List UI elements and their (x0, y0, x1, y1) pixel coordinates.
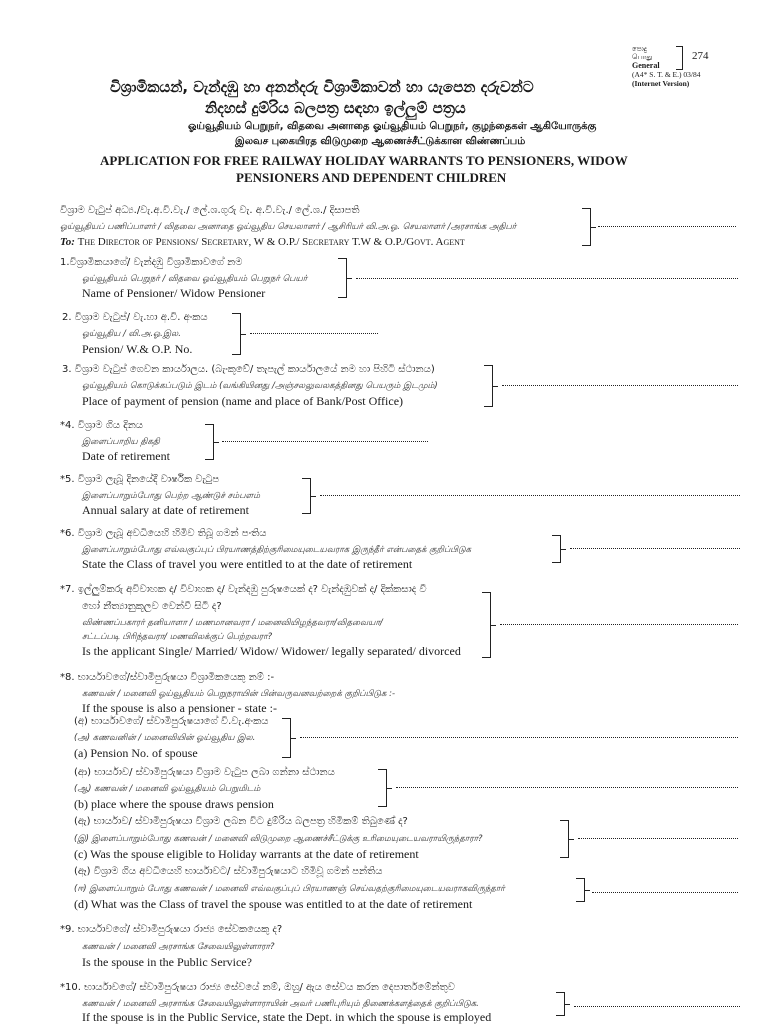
q1-name-field[interactable] (356, 278, 738, 279)
q10-spouse-department-field[interactable] (574, 1006, 740, 1007)
title-tamil-line1: ஓய்வூதியம் பெறுநர், விதவை அனாதை ஓய்வூதியம் பெறுநர், குழந்தைகள் ஆகியோருக்கு (188, 121, 597, 132)
to-english-row (60, 236, 465, 248)
q4-sinhala: *4. විශ්‍රාම ගිය දිනය (60, 420, 144, 431)
to-sinhala: විශ්‍රාම වැටුප් අධ්‍ය./වැ.අ.වි.වැ./ ලේ.ශ.ගුරු වැ. අ.වි.වැ./ ලේ.ශ./ දිසාපති (60, 205, 360, 216)
q8-tamil: கணவன் / மனைவி ஓய்வூதியம் பெறுநராயின் பின்வருவனவற்றைக் குறிப்பிடுக :- (82, 689, 396, 699)
form-code-brace (676, 46, 683, 70)
q8c-english: (c) Was the spouse eligible to Holiday warrants at the date of retirement (74, 847, 419, 861)
q8d-spouse-travel-class-field[interactable] (592, 892, 738, 893)
to-dotted-line[interactable] (598, 226, 736, 227)
q7-brace (482, 592, 491, 658)
q7-english: Is the applicant Single/ Married/ Widow/ Widower/ legally separated/ divorced (82, 644, 461, 658)
q8a-english: (a) Pension No. of spouse (74, 746, 198, 760)
q1-english: Name of Pensioner/ Widow Pensioner (82, 286, 266, 300)
q10-tamil: கணவன் / மனைவி அரசாங்க சேவையிலுள்ளாராயின் அவர் பணிபுரியும் திணைக்களத்தைக் குறிப்பிடுக. (82, 999, 479, 1009)
q9-tamil: கணவன் / மனைவி அரசாங்க சேவையிலுள்ளாரா? (82, 942, 275, 952)
q4-retirement-date-field[interactable] (222, 441, 428, 442)
title-sinhala-line2: නිදහස් දුම්රිය බලපත්‍ර සඳහා ඉල්ලුම් පත්‍රය (205, 99, 466, 117)
q8d-tamil: (ஈ) இளைப்பாறும் போது கணவன் / மனைவி எவ்வகுப்புப் பிரயாணஞ் செய்வதற்குரிமையுடையவராகவிருந்தார் (74, 884, 505, 894)
title-english-line2: PENSIONERS AND DEPENDENT CHILDREN (236, 170, 507, 185)
q8c-brace (560, 820, 569, 858)
q2-sinhala: 2. විශ්‍රාම වැටුප්/ වැ.හා අ.වි. අංකය (62, 312, 208, 323)
q5-english: Annual salary at date of retirement (82, 503, 249, 517)
to-english: The Director of Pensions/ Secretary, W & O.P./ Secretary T.W & O.P./Govt. Agent (77, 236, 465, 248)
q6-tamil: இளைப்பாறும்போது எவ்வகுப்புப் பிரயாணத்திற்குரிமையுடையவராக இருந்தீர் என்பதைக் குறிப்பிடுக (82, 545, 472, 555)
q8b-english: (b) place where the spouse draws pension (74, 797, 274, 811)
q3-brace (484, 365, 493, 407)
q8c-sinhala: (ඇ) භාර්යාව/ ස්වාමිපුරුෂයා විශ්‍රාම ලබන විට දුම්රිය බලපත්‍ර හිමිකම් තිබුණේ ද? (74, 816, 408, 827)
q9-sinhala: *9. භාර්යාවගේ/ ස්වාමිපුරුෂයා රාජ්‍ය සේවකයෙකු ද? (60, 924, 283, 935)
q10-brace (556, 992, 565, 1016)
q3-sinhala: 3. විශ්‍රාම වැටුප් ගෙවන කාර්යාලය. (බැංකුවේ/ තැපැල් කාර්යාලයේ නම හා පිහිටි ස්ථානය) (62, 364, 435, 375)
q8-sinhala: *8. භාර්යාවගේ/ස්වාමිපුරුෂයා විශ්‍රාමිකයෙකු නම් :- (60, 672, 275, 683)
q8c-tamil: (இ) இளைப்பாறும்போது கணவன் / மனைவி விடுமுறை ஆணைச்சீட்டுக்கு உரிமையுடையவராயிருந்தாரா? (74, 834, 483, 844)
q8b-spouse-pension-place-field[interactable] (396, 787, 738, 788)
q3-payment-place-field[interactable] (502, 385, 738, 386)
q6-travel-class-field[interactable] (570, 548, 740, 549)
q8-english: If the spouse is also a pensioner - state :- (82, 701, 277, 715)
to-prefix: To: (60, 236, 75, 248)
q3-english: Place of payment of pension (name and place of Bank/Post Office) (82, 394, 404, 408)
q8a-tamil: (அ) கணவனின் / மனைவியின் ஓய்வூதிய இல. (74, 733, 256, 743)
q4-brace (205, 424, 214, 460)
form-code-line5: (Internet Version) (632, 79, 690, 88)
title-english-line1: APPLICATION FOR FREE RAILWAY HOLIDAY WARRANTS TO PENSIONERS, WIDOW (100, 153, 628, 168)
q1-tamil: ஓய்வூதியம் பெறுநர் / விதவை ஓய்வூதியம் பெறுநர் பெயர் (82, 274, 308, 284)
q8d-brace (576, 878, 585, 902)
q9-english: Is the spouse in the Public Service? (82, 955, 252, 969)
q7-marital-status-field[interactable] (500, 624, 738, 625)
q8b-brace (378, 769, 387, 807)
q1-sinhala: 1.විශ්‍රාමිකයාගේ/ වැන්දඹු විශ්‍රාමිකාවගේ නම (60, 257, 243, 268)
form-code-line4: (A4* S. T. & E.) 03/84 (632, 70, 701, 79)
q1-brace (338, 258, 347, 298)
q4-english: Date of retirement (82, 449, 170, 463)
q7-sinhala: *7. ඉල්ලුම්කරු අවිවාහක ද/ විවාහක ද/ වැන්දඹු පුරුෂයෙක් ද? වැන්දඹුවක් ද/ දික්කසාද වී (60, 584, 427, 595)
q2-pension-no-field[interactable] (250, 333, 378, 334)
q8d-english: (d) What was the Class of travel the spouse was entitled to at the date of retirement (74, 897, 473, 911)
q4-tamil: இளைப்பாறிய திகதி (82, 437, 160, 447)
q2-english: Pension/ W.& O.P. No. (82, 342, 193, 356)
form-code-line2: பொது (632, 53, 653, 61)
to-brace (582, 208, 591, 246)
q5-brace (302, 478, 311, 514)
q5-sinhala: *5. විශ්‍රාම ලැබූ දිනයේදී වාර්ෂික වැටුප (60, 474, 220, 485)
q3-tamil: ஓய்வூதியம் கொடுக்கப்படும் இடம் (வங்கியினது /அஞ்சலலுவலகத்தினது பெயரும் இடமும்) (82, 381, 438, 391)
q10-english: If the spouse is in the Public Service, state the Dept. in which the spouse is employed (82, 1010, 492, 1024)
q7-tamil-line2: சட்டப்படி பிரிந்தவரா/ மணவிலக்குப் பெற்றவரா? (82, 632, 273, 642)
form-code-line3: General (632, 61, 660, 70)
q6-brace (552, 535, 561, 563)
q8c-spouse-eligibility-field[interactable] (578, 838, 738, 839)
q5-tamil: இளைப்பாறும்போது பெற்ற ஆண்டுச் சம்பளம் (82, 491, 261, 501)
q6-english: State the Class of travel you were entitled to at the date of retirement (82, 557, 413, 571)
to-tamil: ஓய்வூதியப் பணிப்பாளர் / விதவை அனாதை ஓய்வூதிய செயலாளர் / ஆசிரியர் வி.அ.ஓ. செயலாளர் /அரசாங்க அதிபர் (60, 222, 517, 232)
q7-tamil: விண்ணப்பகாரர் தனியாளா / மணமானவரா / மனைவியிழந்தவரா/விதவையா/ (82, 618, 383, 628)
title-tamil-line2: இலவச புகையிரத விடுமுறை ஆணைச்சீட்டுக்கான விண்ணப்பம் (235, 136, 526, 147)
q2-brace (232, 313, 241, 355)
form-code-line1: පොදු (632, 45, 647, 53)
q8b-sinhala: (ආ) භාර්යාව/ ස්වාමිපුරුෂයා විශ්‍රාම වැටුප ලබා ගන්නා ස්ථානය (74, 767, 335, 778)
q2-tamil: ஓய்வூதிய / வி.அ.ஓ.இல. (82, 329, 181, 339)
title-sinhala-line1: විශ්‍රාමිකයන්, වැන්දඹු හා අනන්දරු විශ්‍රාමිකාවන් හා යැපෙන දරුවන්ට (110, 78, 534, 96)
form-number: 274 (692, 50, 709, 62)
q5-annual-salary-field[interactable] (320, 495, 740, 496)
q8a-spouse-pension-no-field[interactable] (300, 737, 738, 738)
q6-sinhala: *6. විශ්‍රාම ලැබූ අවධියෙහි හිමිව තිබූ ගමන් පංතිය (60, 528, 267, 539)
q8a-brace (282, 718, 291, 758)
q7-sinhala-line2: හෝ නීත්‍යානුකූලව වෙන්වී සිටී ද? (82, 601, 222, 612)
q8a-sinhala: (අ) භාර්යාවගේ/ ස්වාමිපුරුෂයාගේ වි.වැ.අංකය (74, 716, 269, 727)
q10-sinhala: *10. භාර්යාවගේ/ ස්වාමිපුරුෂයා රාජ්‍ය සේවයේ නම්, ඔහු/ ඇය සේවය කරන දෙපාර්තමේන්තුව (60, 982, 455, 993)
q8d-sinhala: (ඈ) විශ්‍රාම ගිය අවධියෙහි භාර්යාවට/ ස්වාමිපුරුෂයාට හිමිවූ ගමන් පන්තිය (74, 866, 383, 877)
q8b-tamil: (ஆ) கணவன் / மனைவி ஓய்வூதியம் பெறுமிடம் (74, 784, 261, 794)
